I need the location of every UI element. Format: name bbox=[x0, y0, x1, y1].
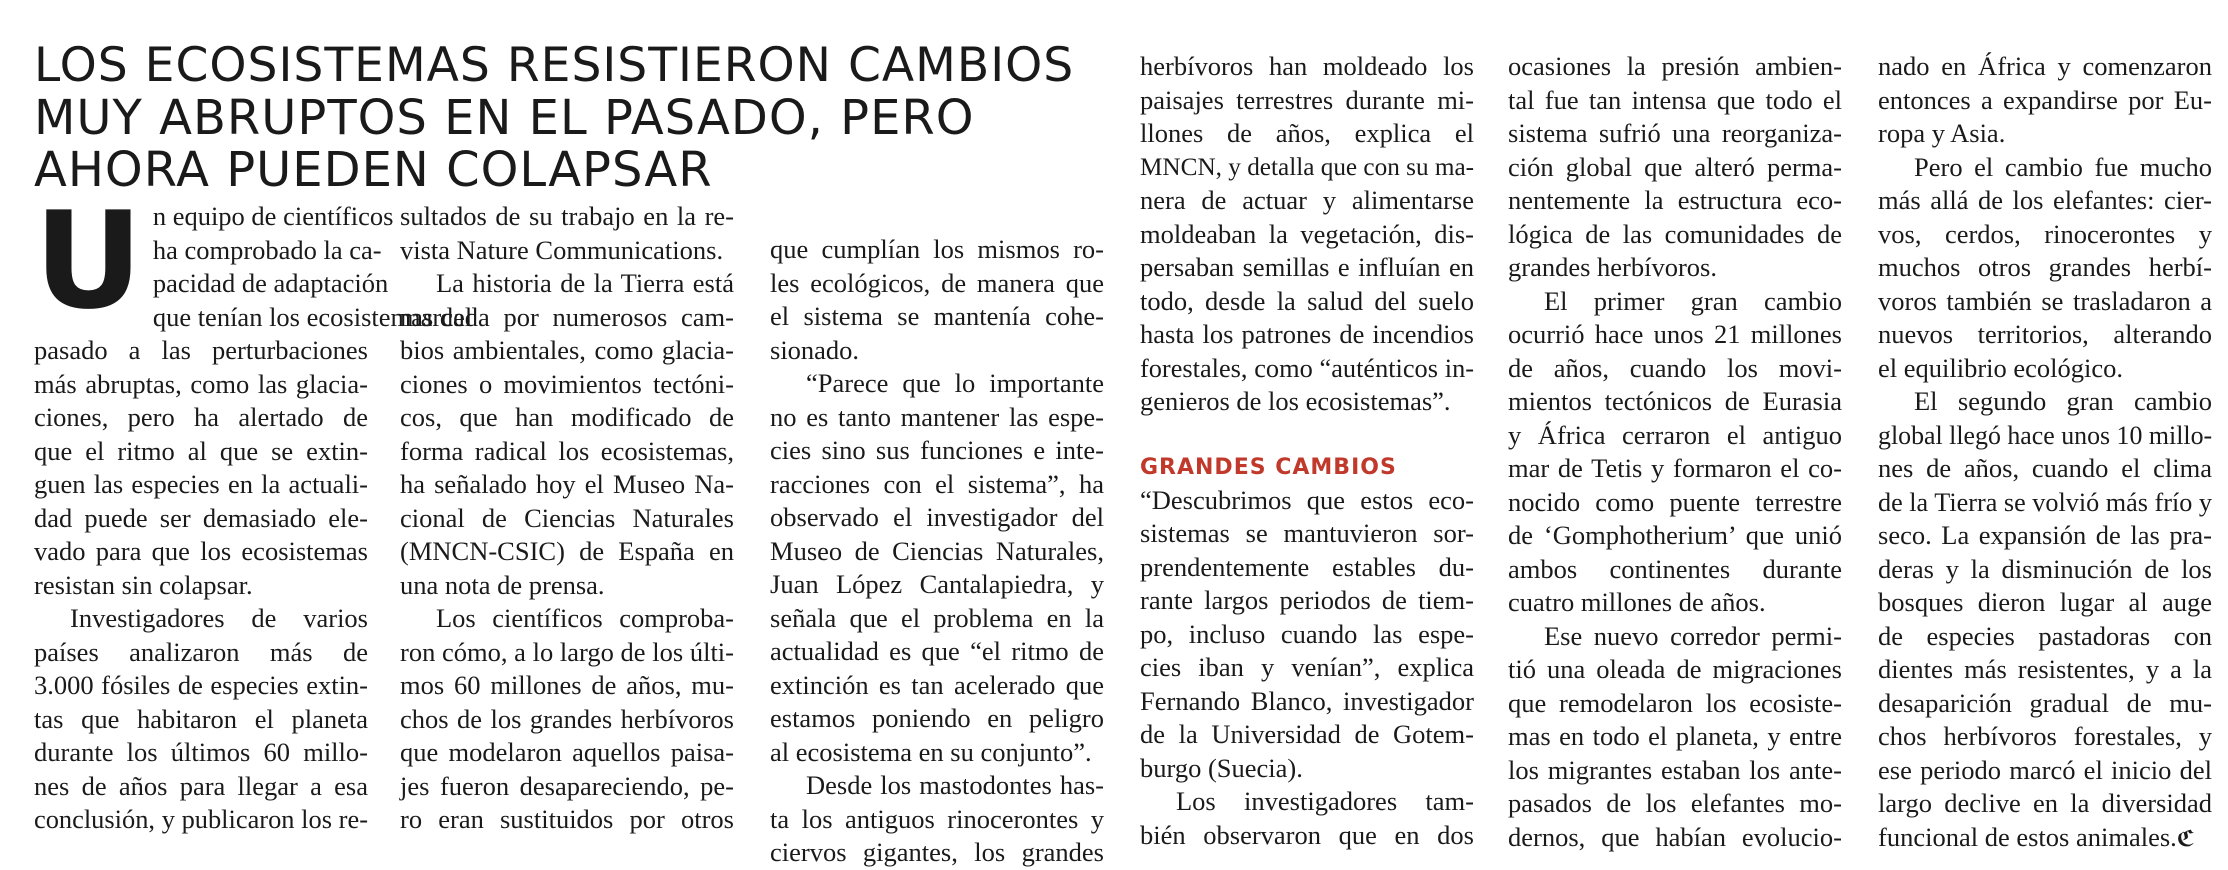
text-line: que tenían los ecosistemas del bbox=[152, 301, 473, 332]
text-line: Los investigadores tam- bbox=[1176, 786, 1474, 816]
text-line: ocasiones la presión ambien- bbox=[1508, 51, 1842, 81]
text-line: forestales, como “auténticos in- bbox=[1140, 353, 1474, 383]
text-line: los migrantes estaban los ante- bbox=[1508, 754, 1842, 785]
text-line: el sistema se mantenía cohe- bbox=[770, 301, 1104, 331]
text-line bbox=[1878, 821, 2212, 857]
text-line: Juan López Cantalapiedra, y bbox=[770, 569, 1104, 599]
text-line: tas que habitaron el planeta bbox=[34, 703, 368, 734]
text-line: ta los antiguos rinocerontes y bbox=[770, 803, 1104, 834]
text-line: mos 60 millones de años, mu- bbox=[400, 670, 734, 700]
text-line: que modelaron aquellos paisa- bbox=[400, 737, 734, 767]
text-line: ciervos gigantes, los grandes bbox=[770, 837, 1104, 867]
text-line: ciones o movimientos tectóni- bbox=[400, 368, 734, 399]
text-line: (MNCN-CSIC) de España en bbox=[400, 536, 734, 566]
text-line: una nota de prensa. bbox=[400, 569, 605, 600]
text-line: el equilibrio ecológico. bbox=[1878, 352, 2124, 383]
article-column-4 bbox=[1140, 50, 1474, 852]
text-line: ron cómo, a lo largo de los últi- bbox=[400, 636, 734, 667]
text-line: nocido como puente terrestre bbox=[1508, 486, 1842, 517]
text-line: ropa y Asia. bbox=[1878, 118, 2006, 148]
text-line: extinción es tan acelerado que bbox=[770, 669, 1104, 700]
text-line: Los científicos comproba- bbox=[436, 603, 734, 633]
text-line: más allá de los elefantes: cier- bbox=[1878, 185, 2212, 215]
text-line: de ‘Gomphotherium’ que unió bbox=[1508, 520, 1842, 550]
text-line: desaparición gradual de mu- bbox=[1878, 687, 2212, 718]
text-line: de la Tierra se volvió más frío y bbox=[1878, 487, 2212, 517]
text-line: “Parece que lo importante bbox=[806, 368, 1104, 398]
text-line: cies iban y venían”, explica bbox=[1140, 652, 1474, 682]
text-line: bién observaron que en dos bbox=[1140, 819, 1474, 850]
text-line: todo, desde la salud del suelo bbox=[1140, 285, 1474, 316]
text-line: dientes más resistentes, y a la bbox=[1878, 654, 2212, 684]
text-line: ese periodo marcó el inicio del bbox=[1878, 754, 2212, 785]
text-line: al ecosistema en su conjunto”. bbox=[770, 736, 1092, 767]
text-line: sistema sufrió una reorganiza- bbox=[1508, 118, 1842, 148]
text-line: ha señalado hoy el Museo Na- bbox=[400, 469, 734, 499]
article-column-6 bbox=[1878, 50, 2212, 856]
text-line: ciones, pero ha alertado de bbox=[34, 402, 368, 432]
headline-line: LOS ECOSISTEMAS RESISTIERON CAMBIOS bbox=[34, 38, 1075, 93]
text-line: chos herbívoros forestales, y bbox=[1878, 721, 2212, 751]
section-subhead: GRANDES CAMBIOS bbox=[1140, 454, 1397, 480]
text-line: ción global que alteró perma- bbox=[1508, 151, 1842, 182]
text-line: resistan sin colapsar. bbox=[34, 569, 253, 600]
text-line: estamos poniendo en peligro bbox=[770, 703, 1104, 733]
end-mark-icon: ℭ bbox=[2176, 826, 2195, 852]
text-line: tió una oleada de migraciones bbox=[1508, 654, 1842, 684]
text-line: MNCN, y detalla que con su ma- bbox=[1140, 153, 1475, 181]
article-column-3 bbox=[770, 233, 1104, 870]
text-line: durante los últimos 60 millo- bbox=[34, 737, 368, 767]
text-line: paisajes terrestres durante mi- bbox=[1140, 84, 1474, 115]
text-line-content: funcional de estos animales. bbox=[1878, 821, 2177, 852]
text-line: vos, cerdos, rinocerontes y bbox=[1878, 218, 2212, 249]
drop-cap: U bbox=[34, 183, 143, 339]
text-line: que el ritmo al que se extin- bbox=[34, 435, 368, 466]
text-line: “Descubrimos que estos eco- bbox=[1140, 484, 1474, 515]
text-line: mientos tectónicos de Eurasia bbox=[1508, 386, 1842, 416]
text-line: cies sino sus funciones e inte- bbox=[770, 435, 1104, 465]
text-line: cuatro millones de años. bbox=[1508, 587, 1766, 617]
text-line: vado para que los ecosistemas bbox=[34, 536, 368, 566]
text-line: Investigadores de varios bbox=[70, 603, 368, 633]
text-line: que remodelaron los ecosiste- bbox=[1508, 687, 1842, 718]
text-line: sultados de su trabajo en la re- bbox=[400, 201, 734, 231]
text-line: El primer gran cambio bbox=[1544, 285, 1842, 316]
headline-line: MUY ABRUPTOS EN EL PASADO, PERO bbox=[34, 90, 975, 146]
text-line: Museo de Ciencias Naturales, bbox=[770, 535, 1104, 566]
text-line: deras y la disminución de los bbox=[1878, 553, 2212, 584]
text-line: bios ambientales, como glacia- bbox=[400, 335, 734, 365]
text-line: mas en todo el planeta, y entre bbox=[1508, 721, 1842, 751]
text-line: conclusión, y publicaron los re- bbox=[34, 804, 368, 834]
text-line: cos, que han modificado de bbox=[400, 402, 734, 432]
text-line: nentemente la estructura eco- bbox=[1508, 185, 1842, 215]
text-line: largo declive en la diversidad bbox=[1878, 788, 2212, 818]
text-line: tal fue tan intensa que todo el bbox=[1508, 84, 1842, 115]
article-column-1 bbox=[34, 183, 473, 837]
text-line: dad puede ser demasiado ele- bbox=[34, 502, 368, 533]
text-line: llones de años, explica el bbox=[1140, 118, 1474, 148]
text-line: observado el investigador del bbox=[770, 502, 1104, 532]
text-line: Pero el cambio fue mucho bbox=[1914, 151, 2212, 182]
text-line: bosques dieron lugar al auge bbox=[1878, 587, 2212, 617]
text-line: Ese nuevo corredor permi- bbox=[1544, 620, 1842, 651]
text-line: más abruptas, como las glacia- bbox=[34, 368, 368, 399]
text-line: persaban semillas e influían en bbox=[1140, 252, 1474, 282]
text-line: guen las especies en la actuali- bbox=[34, 469, 368, 499]
text-line: nado en África y comenzaron bbox=[1878, 51, 2212, 81]
text-line: seco. La expansión de las pra- bbox=[1878, 520, 2212, 550]
text-line: de especies pastadoras con bbox=[1878, 620, 2212, 651]
text-line: vista Nature Communications. bbox=[400, 234, 724, 265]
text-line: sionado. bbox=[770, 334, 860, 365]
text-line: mar de Tetis y formaron el co- bbox=[1508, 453, 1842, 483]
text-line: genieros de los ecosistemas”. bbox=[1140, 386, 1451, 416]
text-line: señala que el problema en la bbox=[770, 602, 1104, 633]
text-line: ro eran sustituidos por otros bbox=[400, 804, 734, 834]
text-line: nes de años, cuando el clima bbox=[1878, 453, 2212, 483]
text-line: pasados de los elefantes mo- bbox=[1508, 788, 1842, 818]
text-line: les ecológicos, de manera que bbox=[770, 267, 1104, 298]
text-line: dernos, que habían evolucio- bbox=[1508, 821, 1842, 852]
text-line: moldeaban la vegetación, dis- bbox=[1140, 218, 1474, 249]
headline bbox=[34, 40, 1074, 196]
text-line: muchos otros grandes herbí- bbox=[1878, 252, 2212, 282]
article-column-2 bbox=[400, 200, 734, 837]
text-line: que cumplían los mismos ro- bbox=[770, 234, 1104, 264]
text-line: ambos continentes durante bbox=[1508, 553, 1842, 584]
text-line: países analizaron más de bbox=[34, 636, 368, 667]
text-line: forma radical los ecosistemas, bbox=[400, 435, 734, 466]
text-line: marcada por numerosos cam- bbox=[400, 301, 734, 332]
text-line: racciones con el sistema”, ha bbox=[770, 468, 1104, 499]
article-column-5 bbox=[1508, 50, 1842, 854]
text-line: voros también se trasladaron a bbox=[1878, 285, 2212, 316]
text-line: global llegó hace unos 10 millo- bbox=[1878, 420, 2213, 450]
text-line: burgo (Suecia). bbox=[1140, 752, 1303, 783]
text-line: n equipo de científicos bbox=[152, 201, 394, 231]
text-line: pasado a las perturbaciones bbox=[34, 335, 368, 365]
text-line: hasta los patrones de incendios bbox=[1140, 319, 1474, 349]
text-line: Fernando Blanco, investigador bbox=[1140, 685, 1474, 716]
text-line: nes de años para llegar a esa bbox=[34, 770, 368, 801]
text-line: La historia de la Tierra está bbox=[436, 268, 734, 298]
text-line: de la Universidad de Gotem- bbox=[1140, 719, 1474, 749]
text-line: ha comprobado la ca- bbox=[152, 234, 382, 265]
text-line: pacidad de adaptación bbox=[152, 268, 389, 298]
text-line: lógica de las comunidades de bbox=[1508, 218, 1842, 249]
text-line: y África cerraron el antiguo bbox=[1508, 419, 1842, 450]
text-line: grandes herbívoros. bbox=[1508, 252, 1717, 282]
text-line: herbívoros han moldeado los bbox=[1140, 51, 1474, 81]
text-line: po, incluso cuando las espe- bbox=[1140, 618, 1474, 649]
text-line: nera de actuar y alimentarse bbox=[1140, 185, 1474, 215]
text-line: sistemas se mantuvieron sor- bbox=[1140, 518, 1474, 548]
text-line: prendentemente estables du- bbox=[1140, 551, 1474, 582]
text-line: no es tanto mantener las espe- bbox=[770, 401, 1104, 432]
text-line: ocurrió hace unos 21 millones bbox=[1508, 319, 1842, 349]
text-line: chos de los grandes herbívoros bbox=[400, 703, 734, 734]
text-line: El segundo gran cambio bbox=[1914, 386, 2212, 416]
text-line: 3.000 fósiles de especies extin- bbox=[34, 670, 368, 700]
text-line: jes fueron desapareciendo, pe- bbox=[400, 770, 734, 801]
text-line: cional de Ciencias Naturales bbox=[400, 502, 734, 533]
text-line: de años, cuando los movi- bbox=[1508, 352, 1842, 383]
text-line: entonces a expandirse por Eu- bbox=[1878, 84, 2212, 115]
text-line: actualidad es que “el ritmo de bbox=[770, 636, 1104, 666]
headline-line: AHORA PUEDEN COLAPSAR bbox=[34, 142, 713, 198]
text-line: rante largos periodos de tiem- bbox=[1140, 585, 1474, 615]
text-line: Desde los mastodontes has- bbox=[806, 770, 1104, 800]
text-line: nuevos territorios, alterando bbox=[1878, 319, 2212, 349]
